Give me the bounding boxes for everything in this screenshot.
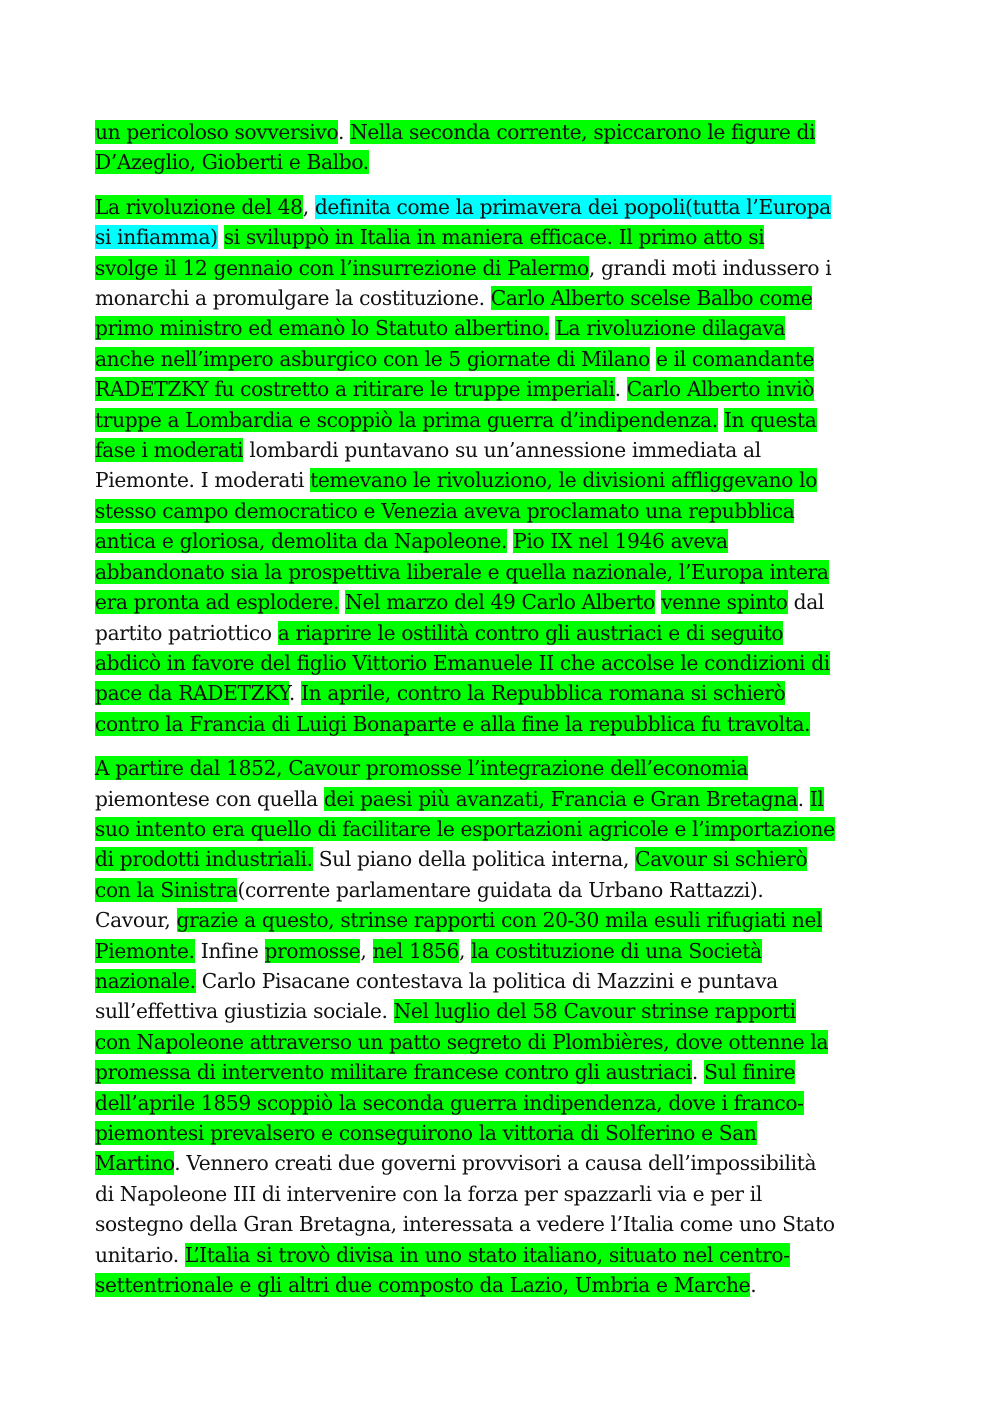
green-highlight: contro la Francia di Luigi Bonaparte e alla fine la repubblica fu travolta. bbox=[95, 711, 811, 736]
text-line bbox=[95, 936, 910, 966]
text-line bbox=[95, 1240, 910, 1270]
plain-text: , grandi moti indussero i bbox=[588, 255, 832, 280]
green-highlight: piemontesi prevalsero e conseguirono la vittoria di Solferino e San bbox=[95, 1121, 757, 1145]
plain-text: unitario. bbox=[95, 1242, 185, 1267]
plain-text: , bbox=[458, 938, 472, 963]
text-line bbox=[95, 753, 910, 783]
green-highlight: Cavour si schierò bbox=[635, 847, 808, 872]
text-line bbox=[95, 374, 910, 404]
plain-text: . Vennero creati due governi provvisori a causa dell’impossibilità bbox=[174, 1151, 817, 1176]
plain-text: , bbox=[360, 938, 373, 963]
plain-text: Cavour, bbox=[95, 908, 177, 933]
text-line bbox=[95, 435, 910, 465]
plain-text: , bbox=[302, 194, 315, 219]
text-line bbox=[95, 147, 910, 177]
cyan-highlight: si infiamma) bbox=[95, 225, 218, 250]
text-line bbox=[95, 996, 910, 1026]
plain-text: sostegno della Gran Bretagna, interessata a vedere l’Italia come uno Stato bbox=[95, 1212, 835, 1237]
text-line bbox=[95, 844, 910, 874]
plain-text: Infine bbox=[194, 938, 265, 963]
plain-text: (corrente parlamentare guidata da Urbano Rattazzi). bbox=[237, 877, 764, 902]
green-highlight: e il comandante bbox=[655, 346, 815, 371]
text-line bbox=[95, 1057, 910, 1087]
text-line bbox=[95, 678, 910, 708]
plain-text: di Napoleone III di intervenire con la forza per spazzarli via e per il bbox=[95, 1181, 762, 1206]
paragraph bbox=[95, 753, 910, 1300]
text-line bbox=[95, 465, 910, 495]
green-highlight: Nella seconda corrente, spiccarono le figure di bbox=[350, 120, 816, 144]
text-line bbox=[95, 875, 910, 905]
text-line bbox=[95, 709, 910, 739]
document-page bbox=[95, 117, 910, 1314]
plain-text: . bbox=[337, 120, 351, 144]
text-line bbox=[95, 1179, 910, 1209]
green-highlight: con Napoleone attraverso un patto segreto di Plombières, dove ottenne la bbox=[95, 1029, 829, 1054]
paragraph bbox=[95, 192, 910, 739]
green-highlight: abdicò in favore del figlio Vittorio Emanuele II che accolse le condizioni di bbox=[95, 650, 830, 675]
plain-text: Carlo Pisacane contestava la politica di Mazzini e puntava bbox=[195, 968, 778, 993]
green-highlight: Nel marzo del 49 Carlo Alberto bbox=[345, 590, 655, 615]
green-highlight: promessa di intervento militare francese contro gli austriaci bbox=[95, 1060, 692, 1085]
plain-text: Sul piano della politica interna, bbox=[312, 847, 636, 872]
text-line bbox=[95, 283, 910, 313]
green-highlight: settentrionale e gli altri due composto da Lazio, Umbria e Marche bbox=[95, 1273, 751, 1298]
plain-text: . bbox=[614, 377, 627, 402]
green-highlight: stesso campo democratico e Venezia aveva proclamato una repubblica bbox=[95, 498, 795, 523]
text-line bbox=[95, 814, 910, 844]
text-line bbox=[95, 966, 910, 996]
green-highlight: Carlo Alberto scelse Balbo come bbox=[490, 286, 813, 311]
green-highlight: Martino bbox=[95, 1151, 175, 1176]
green-highlight: a riaprire le ostilità contro gli austriaci e di seguito bbox=[277, 620, 784, 645]
plain-text: monarchi a promulgare la costituzione. bbox=[95, 286, 491, 311]
plain-text bbox=[218, 225, 224, 249]
green-highlight: Il bbox=[809, 786, 824, 811]
green-highlight: Nel luglio del 58 Cavour strinse rapporti bbox=[393, 999, 796, 1024]
green-highlight: La rivoluzione del 48 bbox=[95, 194, 303, 219]
green-highlight: primo ministro ed emanò lo Statuto albertino. bbox=[95, 316, 550, 341]
text-line bbox=[95, 192, 910, 222]
green-highlight: fase i moderati bbox=[95, 438, 244, 463]
green-highlight: un pericoloso sovversivo bbox=[95, 120, 338, 144]
plain-text: partito patriottico bbox=[95, 620, 278, 645]
text-line bbox=[95, 253, 910, 283]
text-line bbox=[95, 222, 910, 252]
green-highlight: La rivoluzione dilagava bbox=[555, 316, 786, 341]
green-highlight: Carlo Alberto inviò bbox=[626, 377, 815, 402]
green-highlight: venne spinto bbox=[661, 590, 788, 615]
green-highlight: promosse bbox=[264, 938, 361, 963]
plain-text: dal bbox=[787, 590, 825, 615]
green-highlight: dei paesi più avanzati, Francia e Gran Bretagna bbox=[323, 786, 798, 811]
green-highlight: pace da RADETZKY bbox=[95, 681, 289, 706]
green-highlight: In aprile, contro la Repubblica romana si schierò bbox=[301, 681, 786, 706]
green-highlight: dell’aprile 1859 scoppiò la seconda guerra indipendenza, dove i franco- bbox=[95, 1090, 804, 1115]
text-line bbox=[95, 1209, 910, 1239]
text-line bbox=[95, 313, 910, 343]
green-highlight: A partire dal 1852, Cavour promosse l’integrazione dell’economia bbox=[95, 756, 749, 781]
text-line bbox=[95, 784, 910, 814]
plain-text: . bbox=[288, 681, 301, 706]
cyan-highlight: definita come la primavera dei popoli(tutta l’Europa bbox=[314, 194, 831, 219]
green-highlight: anche nell’impero asburgico con le 5 giornate di Milano bbox=[95, 346, 650, 371]
green-highlight: temevano le rivoluziono, le divisioni affliggevano lo bbox=[310, 468, 818, 493]
green-highlight: In questa bbox=[723, 407, 817, 432]
green-highlight: la costituzione di una Società bbox=[471, 938, 762, 963]
green-highlight: grazie a questo, strinse rapporti con 20-30 mila esuli rifugiati nel bbox=[176, 908, 823, 933]
green-highlight: con la Sinistra bbox=[95, 877, 238, 902]
plain-text: sull’effettiva giustizia sociale. bbox=[95, 999, 394, 1024]
text-line bbox=[95, 618, 910, 648]
plain-text bbox=[718, 408, 724, 432]
green-highlight: abbandonato sia la prospettiva liberale e quella nazionale, l’Europa intera bbox=[95, 559, 829, 584]
plain-text: . bbox=[797, 786, 810, 811]
green-highlight: svolge il 12 gennaio con l’insurrezione di Palermo bbox=[95, 255, 589, 280]
text-line bbox=[95, 1270, 910, 1300]
text-line bbox=[95, 526, 910, 556]
text-line bbox=[95, 405, 910, 435]
text-line bbox=[95, 1118, 910, 1148]
text-line bbox=[95, 648, 910, 678]
text-line bbox=[95, 496, 910, 526]
paragraph bbox=[95, 117, 910, 178]
text-line bbox=[95, 1148, 910, 1178]
text-line bbox=[95, 117, 910, 147]
green-highlight: nel 1856 bbox=[372, 938, 459, 963]
plain-text: piemontese con quella bbox=[95, 786, 324, 811]
green-highlight: di prodotti industriali. bbox=[95, 847, 313, 872]
plain-text: Piemonte. I moderati bbox=[95, 468, 311, 493]
plain-text: . bbox=[750, 1273, 757, 1298]
text-line bbox=[95, 587, 910, 617]
green-highlight: truppe a Lombardia e scoppiò la prima guerra d’indipendenza. bbox=[95, 407, 718, 432]
text-line bbox=[95, 1088, 910, 1118]
green-highlight: Piemonte. bbox=[95, 938, 195, 963]
green-highlight: L’Italia si trovò divisa in uno stato italiano, situato nel centro- bbox=[184, 1242, 790, 1267]
green-highlight: si sviluppò in Italia in maniera efficace. Il primo atto si bbox=[223, 225, 765, 250]
text-line bbox=[95, 344, 910, 374]
green-highlight: D’Azeglio, Gioberti e Balbo. bbox=[95, 150, 369, 175]
green-highlight: suo intento era quello di facilitare le esportazioni agricole e l’importazione bbox=[95, 816, 835, 841]
green-highlight: era pronta ad esplodere. bbox=[95, 590, 340, 615]
text-line bbox=[95, 1027, 910, 1057]
plain-text: lombardi puntavano su un’annessione immediata al bbox=[243, 438, 761, 463]
green-highlight: RADETZKY fu costretto a ritirare le truppe imperiali bbox=[95, 377, 615, 402]
green-highlight: Pio IX nel 1946 aveva bbox=[513, 529, 728, 554]
green-highlight: Sul finire bbox=[704, 1060, 796, 1085]
plain-text: . bbox=[691, 1060, 705, 1085]
green-highlight: antica e gloriosa, demolita da Napoleone. bbox=[95, 529, 508, 554]
text-line bbox=[95, 557, 910, 587]
green-highlight: nazionale. bbox=[95, 968, 196, 993]
text-line bbox=[95, 905, 910, 935]
